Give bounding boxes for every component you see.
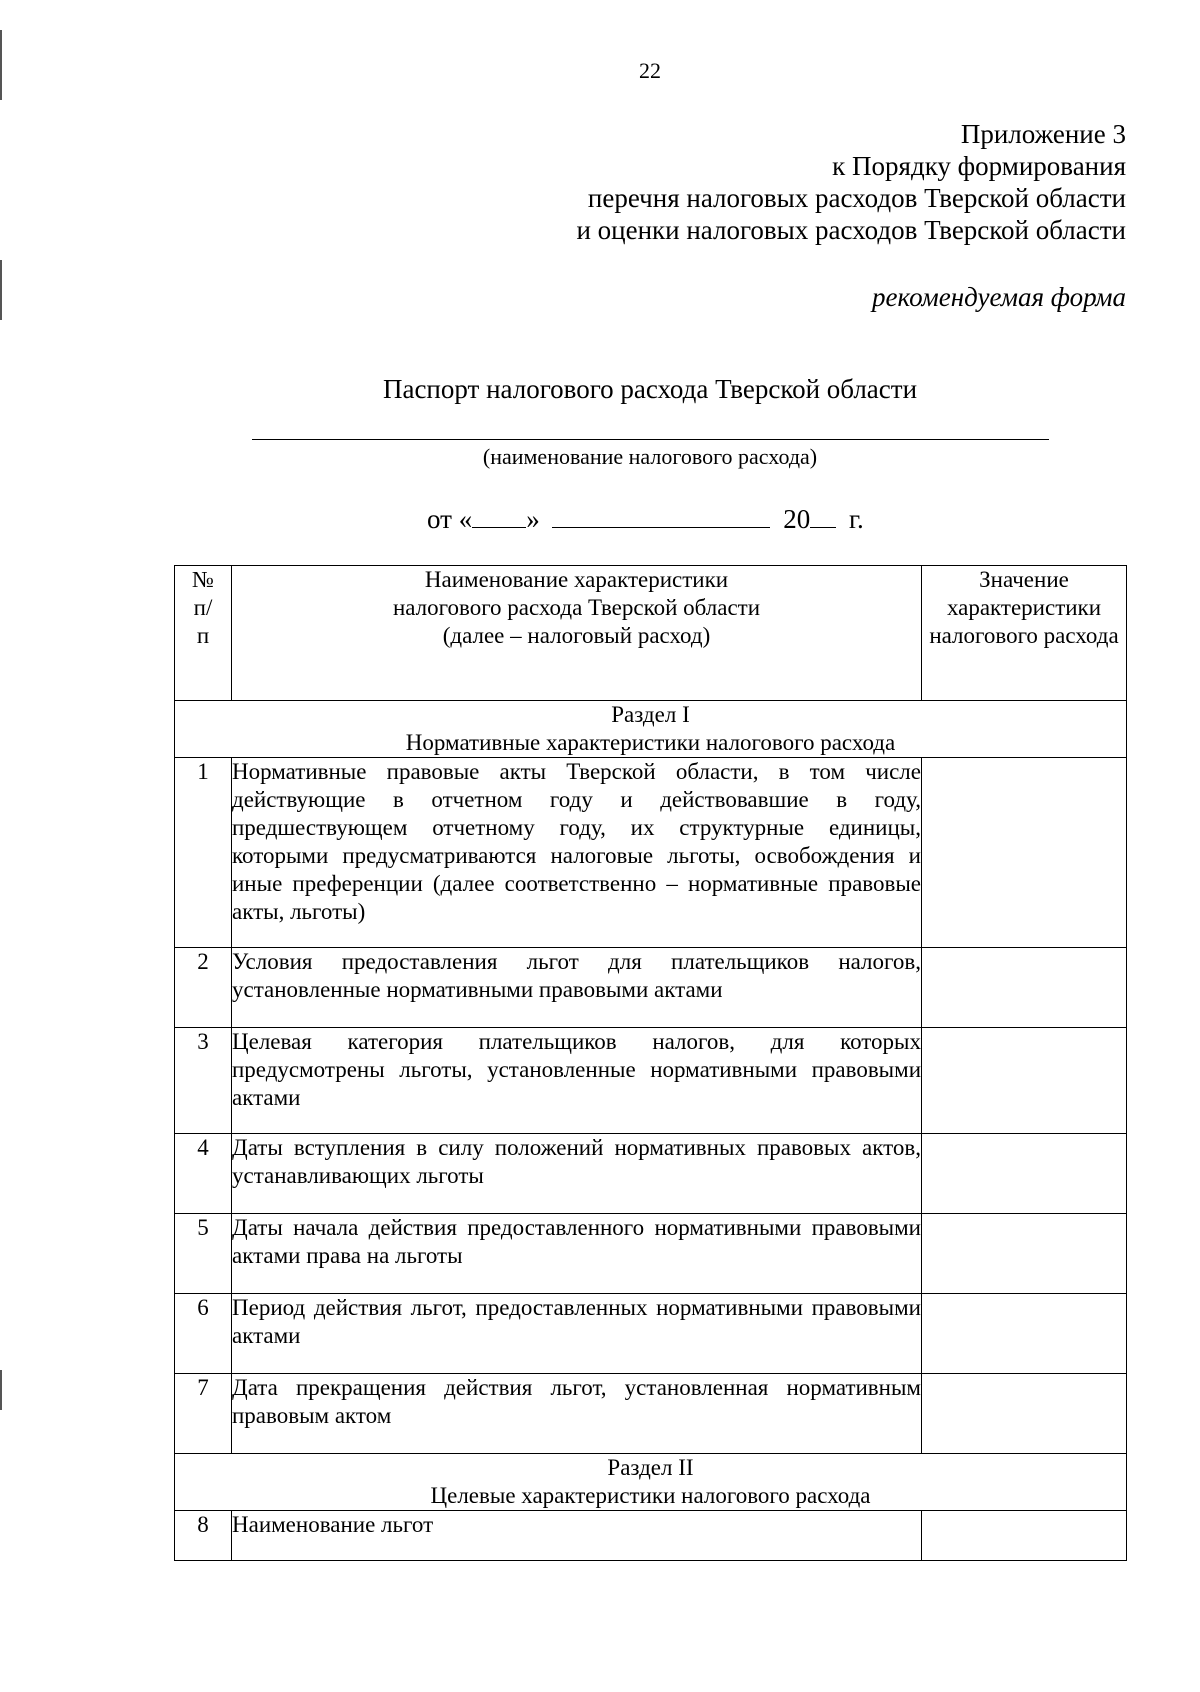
table-row <box>175 1294 1127 1374</box>
section-label: Раздел II <box>607 1455 694 1480</box>
row-number: 6 <box>175 1294 232 1374</box>
row-characteristic: Условия предоставления льгот для плательщиков налогов, установленные нормативными правовыми актами <box>232 948 922 1028</box>
name-blank-line <box>252 439 1049 440</box>
month-blank <box>552 503 770 528</box>
section-title: Целевые характеристики налогового расхода <box>430 1483 871 1508</box>
section-row <box>175 1454 1127 1511</box>
row-value-cell <box>922 948 1127 1028</box>
table-row <box>175 948 1127 1028</box>
section-1-cell <box>175 701 1127 758</box>
header-name <box>232 566 922 701</box>
date-prefix: от « <box>427 504 473 534</box>
form-note: рекомендуемая форма <box>872 282 1126 312</box>
row-characteristic: Нормативные правовые акты Тверской области, в том числе действующие в отчетном году и действовавшие в году, предшествующем отчетному году, их структурные единицы, которыми предусматриваются налоговые льготы, освобождения и иные преференции (далее соответственно – нормативные правовые акты, льготы) <box>232 758 922 948</box>
passport-table <box>174 565 1127 1561</box>
header-name-line: (далее – налоговый расход) <box>442 623 711 648</box>
row-value-cell <box>922 758 1127 948</box>
row-value-cell <box>922 1214 1127 1294</box>
row-number: 5 <box>175 1214 232 1294</box>
appendix-line: к Порядку формирования <box>832 151 1126 181</box>
row-number: 8 <box>175 1511 232 1561</box>
row-value-cell <box>922 1028 1127 1134</box>
row-number: 2 <box>175 948 232 1028</box>
section-title: Нормативные характеристики налогового расхода <box>405 730 896 755</box>
row-characteristic: Наименование льгот <box>232 1511 922 1561</box>
header-name-line: Наименование характеристики <box>424 567 729 592</box>
appendix-line: перечня налоговых расходов Тверской области <box>587 183 1126 213</box>
year-blank <box>810 503 836 528</box>
row-number: 1 <box>175 758 232 948</box>
row-number: 7 <box>175 1374 232 1454</box>
table-row <box>175 1214 1127 1294</box>
row-value-cell <box>922 1134 1127 1214</box>
appendix-heading <box>576 118 1126 246</box>
year-suffix: г. <box>848 504 864 534</box>
row-characteristic: Даты вступления в силу положений нормативных правовых актов, устанавливающих льготы <box>232 1134 922 1214</box>
row-value-cell <box>922 1511 1127 1561</box>
day-blank <box>472 503 526 528</box>
table-header-row <box>175 566 1127 701</box>
row-value-cell <box>922 1374 1127 1454</box>
row-number: 4 <box>175 1134 232 1214</box>
table-row <box>175 1134 1127 1214</box>
section-label: Раздел I <box>611 702 690 727</box>
row-characteristic: Целевая категория плательщиков налогов, для которых предусмотрены льготы, установленные нормативными правовыми актами <box>232 1028 922 1134</box>
header-name-line: налогового расхода Тверской области <box>392 595 761 620</box>
name-caption: (наименование налогового расхода) <box>482 444 818 469</box>
page-number: 22 <box>639 58 661 83</box>
table-row <box>175 1028 1127 1134</box>
appendix-line: и оценки налоговых расходов Тверской области <box>576 215 1126 245</box>
header-value: Значение характеристики налогового расхода <box>922 566 1127 701</box>
row-characteristic: Даты начала действия предоставленного нормативными правовыми актами права на льготы <box>232 1214 922 1294</box>
table-row <box>175 1511 1127 1561</box>
document-title: Паспорт налогового расхода Тверской области <box>382 374 918 404</box>
row-number: 3 <box>175 1028 232 1134</box>
header-num: № п/п <box>175 566 232 701</box>
date-close-quote: » <box>526 504 540 534</box>
section-2-cell <box>175 1454 1127 1511</box>
year-prefix: 20 <box>783 504 811 534</box>
scan-edge-mark <box>0 1370 2 1410</box>
row-value-cell <box>922 1294 1127 1374</box>
table-row <box>175 758 1127 948</box>
scan-edge-mark <box>0 260 2 320</box>
row-characteristic: Дата прекращения действия льгот, установленная нормативным правовым актом <box>232 1374 922 1454</box>
appendix-line: Приложение 3 <box>960 119 1126 149</box>
row-characteristic: Период действия льгот, предоставленных нормативными правовыми актами <box>232 1294 922 1374</box>
table-row <box>175 1374 1127 1454</box>
section-row <box>175 701 1127 758</box>
date-line <box>427 503 864 535</box>
